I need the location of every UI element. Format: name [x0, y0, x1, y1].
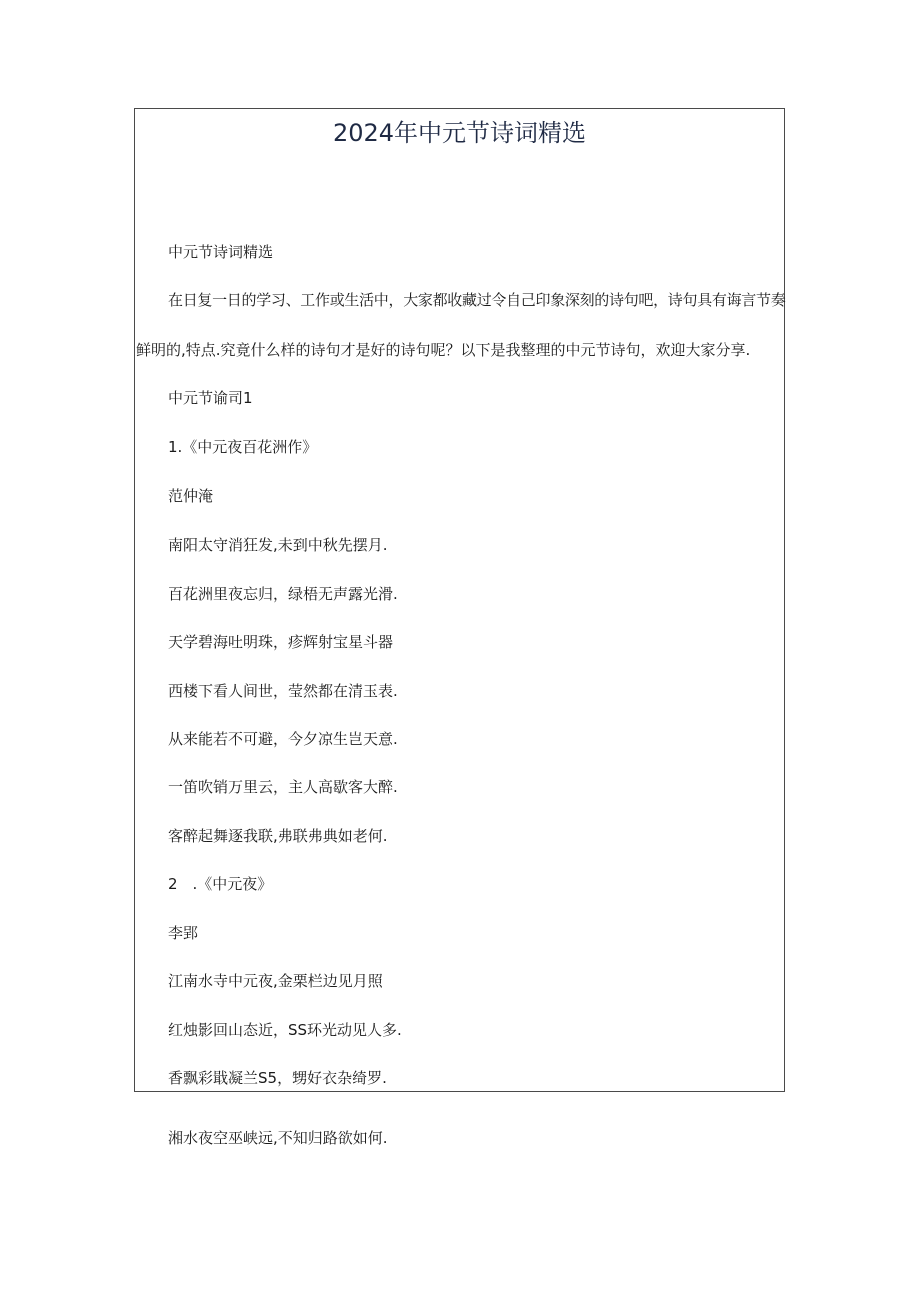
poem-2-author: 李郢 — [168, 924, 199, 942]
section-title: 中元节谕司1 — [168, 389, 253, 407]
poem-1-title: 1.《中元夜百花洲作》 — [168, 438, 318, 456]
poem-1-line: 南阳太守消狂发,未到中秋先摆月. — [168, 536, 388, 554]
poem-2-line: 红烛影回山态近，SS环光动见人多. — [168, 1021, 402, 1039]
intro-line-1: 在日复一日的学习、工作或生活中，大家都收藏过令自己印象深刻的诗句吧，诗句具有诲言节奏 — [168, 291, 786, 309]
poem-2-line: 湘水夜空巫峡远,不知归路欲如何. — [168, 1129, 388, 1147]
poem-2-line: 江南水寺中元夜,金栗栏边见月照 — [168, 972, 383, 990]
poem-1-author: 范仲淹 — [168, 487, 214, 505]
poem-2-title: 2 .《中元夜》 — [168, 875, 273, 893]
poem-1-line: 百花洲里夜忘归，绿梧无声露光滑. — [168, 585, 398, 603]
poem-1-line: 一笛吹销万里云，主人高歇客大醉. — [168, 778, 398, 796]
poem-1-line: 西楼下看人间世，莹然都在清玉表. — [168, 682, 398, 700]
poem-2-line: 香飘彩戢凝兰S5，甥好衣杂绮罗. — [168, 1069, 387, 1087]
poem-1-line: 客醉起舞逐我联,弗联弗典如老何. — [168, 827, 388, 845]
page-title: 2024年中元节诗词精选 — [332, 119, 587, 147]
intro-line-2: 鲜明的,特点.究竟什么样的诗句才是好的诗句呢？以下是我整理的中元节诗句，欢迎大家分享. — [136, 341, 751, 359]
article-heading: 中元节诗词精选 — [168, 243, 274, 261]
poem-1-line: 从来能若不可避，今夕凉生岂天意. — [168, 730, 398, 748]
poem-1-line: 天学碧海吐明珠，疹辉射宝星斗器 — [168, 633, 394, 651]
